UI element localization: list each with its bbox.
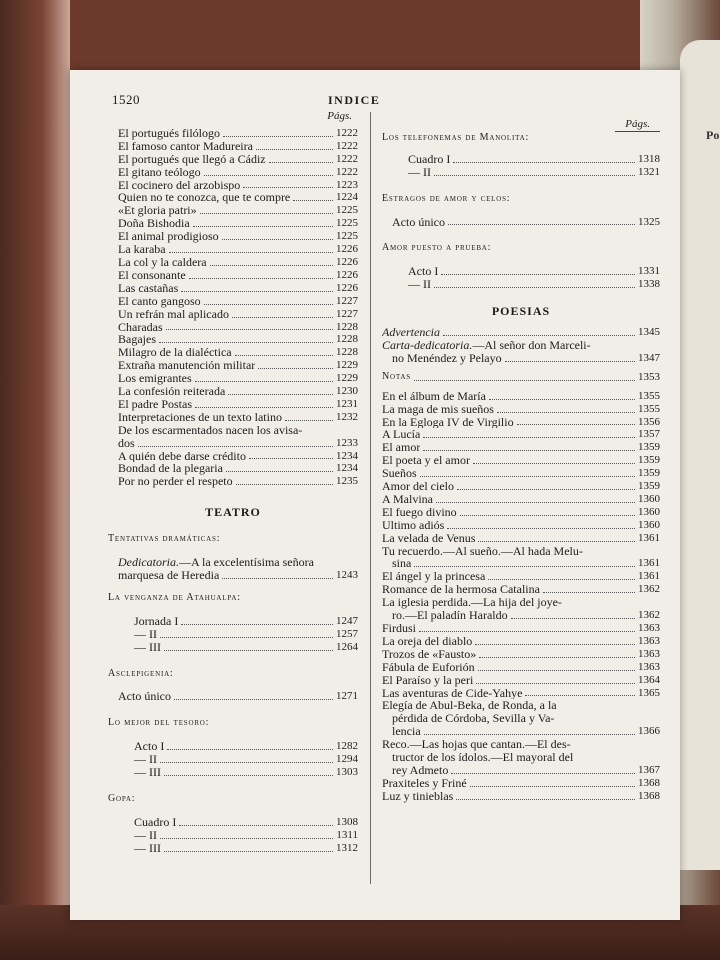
toc-entry-page: 1355: [638, 402, 660, 415]
toc-entry-page: 1247: [336, 614, 358, 627]
toc-entry-title: Amor del cielo: [382, 480, 454, 493]
toc-entry: Acto único 1325: [392, 215, 660, 229]
adjacent-page: [680, 40, 720, 870]
toc-entry: [382, 635, 660, 648]
toc-entry: [382, 506, 660, 519]
toc-entry-title: — II: [408, 165, 431, 179]
toc-entry-title: Los emigrantes: [118, 372, 192, 386]
toc-entry-page: 1303: [336, 766, 358, 779]
toc-entry-page: 1308: [336, 815, 358, 828]
toc-entry: [382, 265, 660, 278]
toc-entry: [382, 777, 660, 790]
toc-entry-page: 1361: [638, 531, 660, 544]
toc-entry: pérdida de Córdoba, Sevilla y Va-: [392, 711, 555, 726]
toc-entry-page: 1364: [638, 673, 660, 686]
toc-entry: [382, 622, 660, 635]
toc-entry: rey Admeto 1367: [392, 763, 660, 777]
toc-entry-page: 1365: [638, 686, 660, 699]
toc-entry-title: La oreja del diablo: [382, 634, 473, 648]
toc-entry: ro.—El paladín Haraldo 1362: [392, 609, 660, 622]
toc-entry: [382, 467, 660, 480]
toc-entry-title: Bagajes: [118, 333, 156, 347]
toc-entry-page: 1223: [336, 178, 358, 191]
toc-entry-page: 1222: [336, 126, 358, 139]
toc-entry-title: El Paraíso y la peri: [382, 673, 474, 687]
toc-entry: [382, 278, 660, 291]
toc-entry-page: 1257: [336, 627, 358, 640]
toc-entry-title: Quien no te conozca, que te compre: [118, 191, 291, 205]
toc-entry: [108, 127, 358, 140]
toc-entry-title: Firdusi: [382, 622, 417, 635]
toc-entry-page: 1363: [638, 647, 660, 660]
toc-entry-title: Luz y tinieblas: [382, 789, 454, 803]
toc-entry: De los escarmentados nacen los avisa-: [118, 422, 303, 437]
toc-entry: [108, 295, 358, 308]
toc-entry-title: El animal prodigioso: [118, 230, 219, 244]
pags-label-right: Págs.: [615, 118, 660, 132]
toc-entry: [108, 179, 358, 192]
toc-entry-title: Jornada I: [134, 614, 179, 628]
venganza-items: [108, 615, 358, 654]
toc-entry-page: 1321: [638, 165, 660, 178]
toc-entry-title: Sueños: [382, 467, 417, 481]
toc-entry-page: 1359: [638, 480, 660, 493]
toc-entry-page: 1229: [336, 359, 358, 372]
toc-entry: [382, 441, 660, 454]
toc-entry-title: Cuadro I: [134, 815, 177, 829]
toc-entry-page: 1227: [336, 307, 358, 320]
toc-entry: Carta-dedicatoria.—Al señor don Marceli-: [382, 337, 591, 352]
toc-entry: [108, 217, 358, 230]
toc-entry-page: 1356: [638, 415, 660, 428]
toc-entry: [382, 661, 660, 674]
toc-entry-page: 1222: [336, 152, 358, 165]
toc-entry: [382, 454, 660, 467]
toc-entry-title: — II: [134, 627, 157, 641]
toc-entry-title: — III: [134, 841, 161, 855]
poems-list-3: [382, 622, 660, 699]
toc-entry: [108, 372, 358, 385]
toc-entry-page: 1359: [638, 441, 660, 454]
toc-entry-title: Charadas: [118, 320, 163, 334]
toc-entry-page: 1222: [336, 165, 358, 178]
toc-entry: no Menéndez y Pelayo 1347: [392, 351, 660, 365]
gopa-items: [108, 816, 358, 855]
toc-entry-title: El portugués filólogo: [118, 126, 220, 140]
section-heading-teatro: TEATRO: [205, 505, 261, 520]
toc-entry-title: El famoso cantor Madureira: [118, 139, 253, 153]
toc-entry-title: La confesión reiterada: [118, 385, 226, 398]
toc-entry: [382, 790, 660, 803]
toc-entry: [108, 450, 358, 463]
toc-entry-title: Milagro de la dialéctica: [118, 346, 232, 360]
toc-entry-page: 1228: [336, 320, 358, 333]
subheading-amor: Amor puesto a prueba:: [382, 242, 492, 254]
toc-entry-title: En el álbum de María: [382, 389, 486, 403]
background-left: [0, 0, 70, 960]
toc-entry-page: 1359: [638, 467, 660, 480]
toc-entry-page: 1226: [336, 268, 358, 281]
toc-entry-title: Extraña manutención militar: [118, 359, 256, 373]
toc-entry-page: 1359: [638, 454, 660, 467]
toc-entry-title: — III: [134, 640, 161, 654]
toc-entry-title: Trozos de «Fausto»: [382, 647, 477, 661]
toc-entry-page: 1363: [638, 660, 660, 673]
toc-entry-page: 1362: [638, 583, 660, 596]
toc-entry-title: Ultimo adiós: [382, 518, 445, 532]
toc-entry-page: 1311: [336, 828, 358, 841]
toc-entry-page: 1368: [638, 776, 660, 789]
poems-list: [382, 390, 660, 545]
toc-entry-page: 1360: [638, 505, 660, 518]
toc-entry: [382, 390, 660, 403]
toc-entry-title: El canto gangoso: [118, 294, 201, 308]
toc-entry-page: 1368: [638, 789, 660, 802]
toc-entry-page: 1282: [336, 740, 358, 753]
toc-entry-title: A quién debe darse crédito: [118, 449, 246, 463]
toc-entry-page: 1338: [638, 278, 660, 291]
toc-entry-page: 1360: [638, 492, 660, 505]
toc-entry-title: En la Egloga IV de Virgilio: [382, 415, 514, 429]
toc-entry-page: 1361: [638, 570, 660, 583]
toc-entry-title: El gitano teólogo: [118, 165, 201, 179]
toc-entry: marquesa de Heredia 1243: [118, 569, 358, 582]
mejor-items: [108, 740, 358, 779]
toc-entry-page: 1225: [336, 204, 358, 217]
toc-entry: [108, 740, 358, 753]
toc-entry: [108, 191, 358, 204]
toc-entry-page: 1222: [336, 139, 358, 152]
toc-entry-title: Acto I: [408, 265, 439, 279]
toc-entry-title: Las castañas: [118, 281, 179, 295]
toc-entry: tructor de los ídolos.—El mayoral del: [392, 750, 574, 765]
toc-entry-page: 1230: [336, 385, 358, 398]
section-heading-poesias: POESIAS: [491, 304, 551, 319]
toc-entry: [108, 753, 358, 766]
toc-entry-page: 1312: [336, 841, 358, 854]
toc-entry-page: 1363: [638, 622, 660, 634]
toc-entry: [382, 648, 660, 661]
toc-entry-title: Fábula de Euforión: [382, 660, 475, 674]
toc-entry-page: 1235: [336, 475, 358, 488]
toc-entry-page: 1231: [336, 397, 358, 410]
toc-entry-page: 1363: [638, 634, 660, 647]
toc-entry-title: — II: [134, 753, 157, 767]
book-page: [70, 70, 680, 920]
subheading-tentativas: Tentativas dramáticas:: [108, 533, 221, 545]
toc-entry: [108, 359, 358, 372]
amor-items: [382, 265, 660, 291]
toc-entry-title: Praxiteles y Friné: [382, 776, 467, 790]
toc-entry: Notas 1353: [382, 370, 660, 383]
toc-entry-title: Doña Bishodia: [118, 217, 190, 231]
toc-entry-page: 1234: [336, 462, 358, 475]
toc-entry: [108, 475, 358, 488]
toc-entry-title: — II: [134, 828, 157, 842]
subheading-mejor: Lo mejor del tesoro:: [108, 717, 210, 729]
toc-entry: [382, 519, 660, 532]
toc-entry-page: 1355: [638, 389, 660, 402]
toc-entry-page: 1228: [336, 346, 358, 359]
toc-entry-title: Cuadro I: [408, 152, 451, 166]
toc-entry-title: «Et gloria patri»: [118, 204, 197, 218]
toc-entry: [108, 282, 358, 295]
toc-entry-title: La karaba: [118, 243, 166, 256]
subheading-gopa: Gopa:: [108, 792, 136, 804]
toc-entry: [108, 153, 358, 166]
subheading-venganza: La venganza de Atahualpa:: [108, 591, 241, 603]
toc-entry-title: El amor: [382, 441, 421, 455]
toc-entry-title: — III: [134, 766, 161, 779]
toc-entry-title: El ángel y la princesa: [382, 570, 486, 584]
toc-entry-page: 1294: [336, 753, 358, 766]
toc-entry-page: 1318: [638, 152, 660, 165]
toc-entry-page: 1331: [638, 265, 660, 278]
toc-entry-title: Por no perder el respeto: [118, 475, 233, 489]
toc-entry: [108, 615, 358, 628]
toc-entry: [108, 269, 358, 282]
toc-entry-page: 1226: [336, 255, 358, 268]
toc-entry: sina 1361: [392, 557, 660, 571]
toc-entry: [382, 428, 660, 441]
toc-entry-title: Bondad de la plegaria: [118, 462, 223, 476]
toc-entry: Elegía de Abul-Beka, de Ronda, a la: [382, 698, 557, 713]
toc-entry-title: Acto I: [134, 740, 165, 754]
toc-entry-page: 1360: [638, 518, 660, 531]
toc-entry: [108, 230, 358, 243]
toc-entry-title: — II: [408, 278, 431, 292]
toc-entry: [108, 842, 358, 855]
toc-entry-title: El padre Postas: [118, 397, 192, 411]
toc-entry-page: 1225: [336, 217, 358, 230]
toc-entry-page: 1264: [336, 640, 358, 653]
toc-entry: [108, 628, 358, 641]
left-entries: [108, 127, 358, 424]
toc-entry-page: 1234: [336, 449, 358, 462]
adjacent-page-text: Po: [706, 128, 720, 142]
toc-entry-page: 1226: [336, 243, 358, 256]
toc-entry-page: 1357: [638, 428, 660, 441]
poems-list-4: [382, 777, 660, 803]
toc-entry: [382, 403, 660, 416]
toc-entry-title: Las aventuras de Cide-Yahye: [382, 686, 523, 700]
toc-entry: [108, 204, 358, 217]
toc-entry: Dedicatoria.—A la excelentísima señora: [118, 555, 314, 570]
toc-entry: [108, 321, 358, 334]
toc-entry-page: 1226: [336, 281, 358, 294]
toc-entry-title: El consonante: [118, 268, 186, 282]
left-entries-2: [108, 450, 358, 489]
toc-entry: Reco.—Las hojas que cantan.—El des-: [382, 737, 571, 752]
toc-entry-page: 1229: [336, 372, 358, 385]
toc-entry: [108, 829, 358, 842]
subheading-telefonemas: Los telefonemas de Manolita:: [382, 131, 530, 143]
toc-entry: [108, 398, 358, 411]
toc-entry-title: Interpretaciones de un texto latino: [118, 410, 282, 424]
pags-label: Págs.: [327, 110, 352, 122]
toc-entry: [108, 166, 358, 179]
toc-entry-page: 1227: [336, 294, 358, 307]
right-column: [370, 110, 666, 803]
toc-entry: [108, 243, 358, 256]
toc-entry-title: La col y la caldera: [118, 255, 207, 269]
toc-entry-title: El cocinero del arzobispo: [118, 178, 241, 192]
toc-entry: [108, 766, 358, 779]
toc-entry: [382, 674, 660, 687]
toc-entry-page: 1232: [336, 410, 358, 423]
toc-entry: [108, 308, 358, 321]
left-column: [108, 110, 358, 855]
subheading-asclepigenia: Asclepigenia:: [108, 667, 174, 679]
toc-entry: [382, 416, 660, 429]
toc-entry-title: El poeta y el amor: [382, 454, 470, 468]
toc-entry: [108, 256, 358, 269]
toc-entry: [382, 153, 660, 166]
toc-entry: Tu recuerdo.—Al sueño.—Al hada Melu-: [382, 543, 583, 558]
poems-list-2: [382, 570, 660, 596]
toc-entry: [108, 641, 358, 654]
toc-entry: [108, 333, 358, 346]
toc-entry-page: 1225: [336, 230, 358, 243]
toc-entry: [108, 385, 358, 398]
page-number: 1520: [112, 92, 140, 107]
toc-entry-title: El portugués que llegó a Cádiz: [118, 152, 266, 166]
toc-entry-title: A Malvina: [382, 492, 433, 506]
toc-entry: [382, 570, 660, 583]
toc-entry: [382, 480, 660, 493]
page-title: INDICE: [328, 93, 381, 107]
toc-entry: La iglesia perdida.—La hija del joye-: [382, 595, 562, 610]
toc-entry: [382, 166, 660, 179]
toc-entry: [108, 462, 358, 475]
toc-entry: [108, 346, 358, 359]
toc-entry: [382, 493, 660, 506]
toc-entry-title: Romance de la hermosa Catalina: [382, 583, 540, 597]
toc-entry-title: Un refrán mal aplicado: [118, 307, 229, 321]
toc-entry: Acto único 1271: [118, 690, 358, 704]
telefonemas-items: [382, 153, 660, 179]
toc-entry-title: A Lucía: [382, 428, 421, 442]
toc-entry: [108, 816, 358, 829]
toc-entry-page: 1228: [336, 333, 358, 346]
toc-entry: Advertencia 1345: [382, 326, 660, 339]
toc-entry-title: La maga de mis sueños: [382, 402, 494, 416]
toc-entry-title: La velada de Venus: [382, 531, 476, 545]
toc-entry: lencia 1366: [392, 725, 660, 739]
subheading-estragos: Estragos de amor y celos:: [382, 192, 511, 204]
toc-entry-title: El fuego divino: [382, 505, 457, 519]
toc-entry: dos 1233: [118, 436, 358, 450]
toc-entry-page: 1224: [336, 191, 358, 204]
toc-entry: [108, 140, 358, 153]
